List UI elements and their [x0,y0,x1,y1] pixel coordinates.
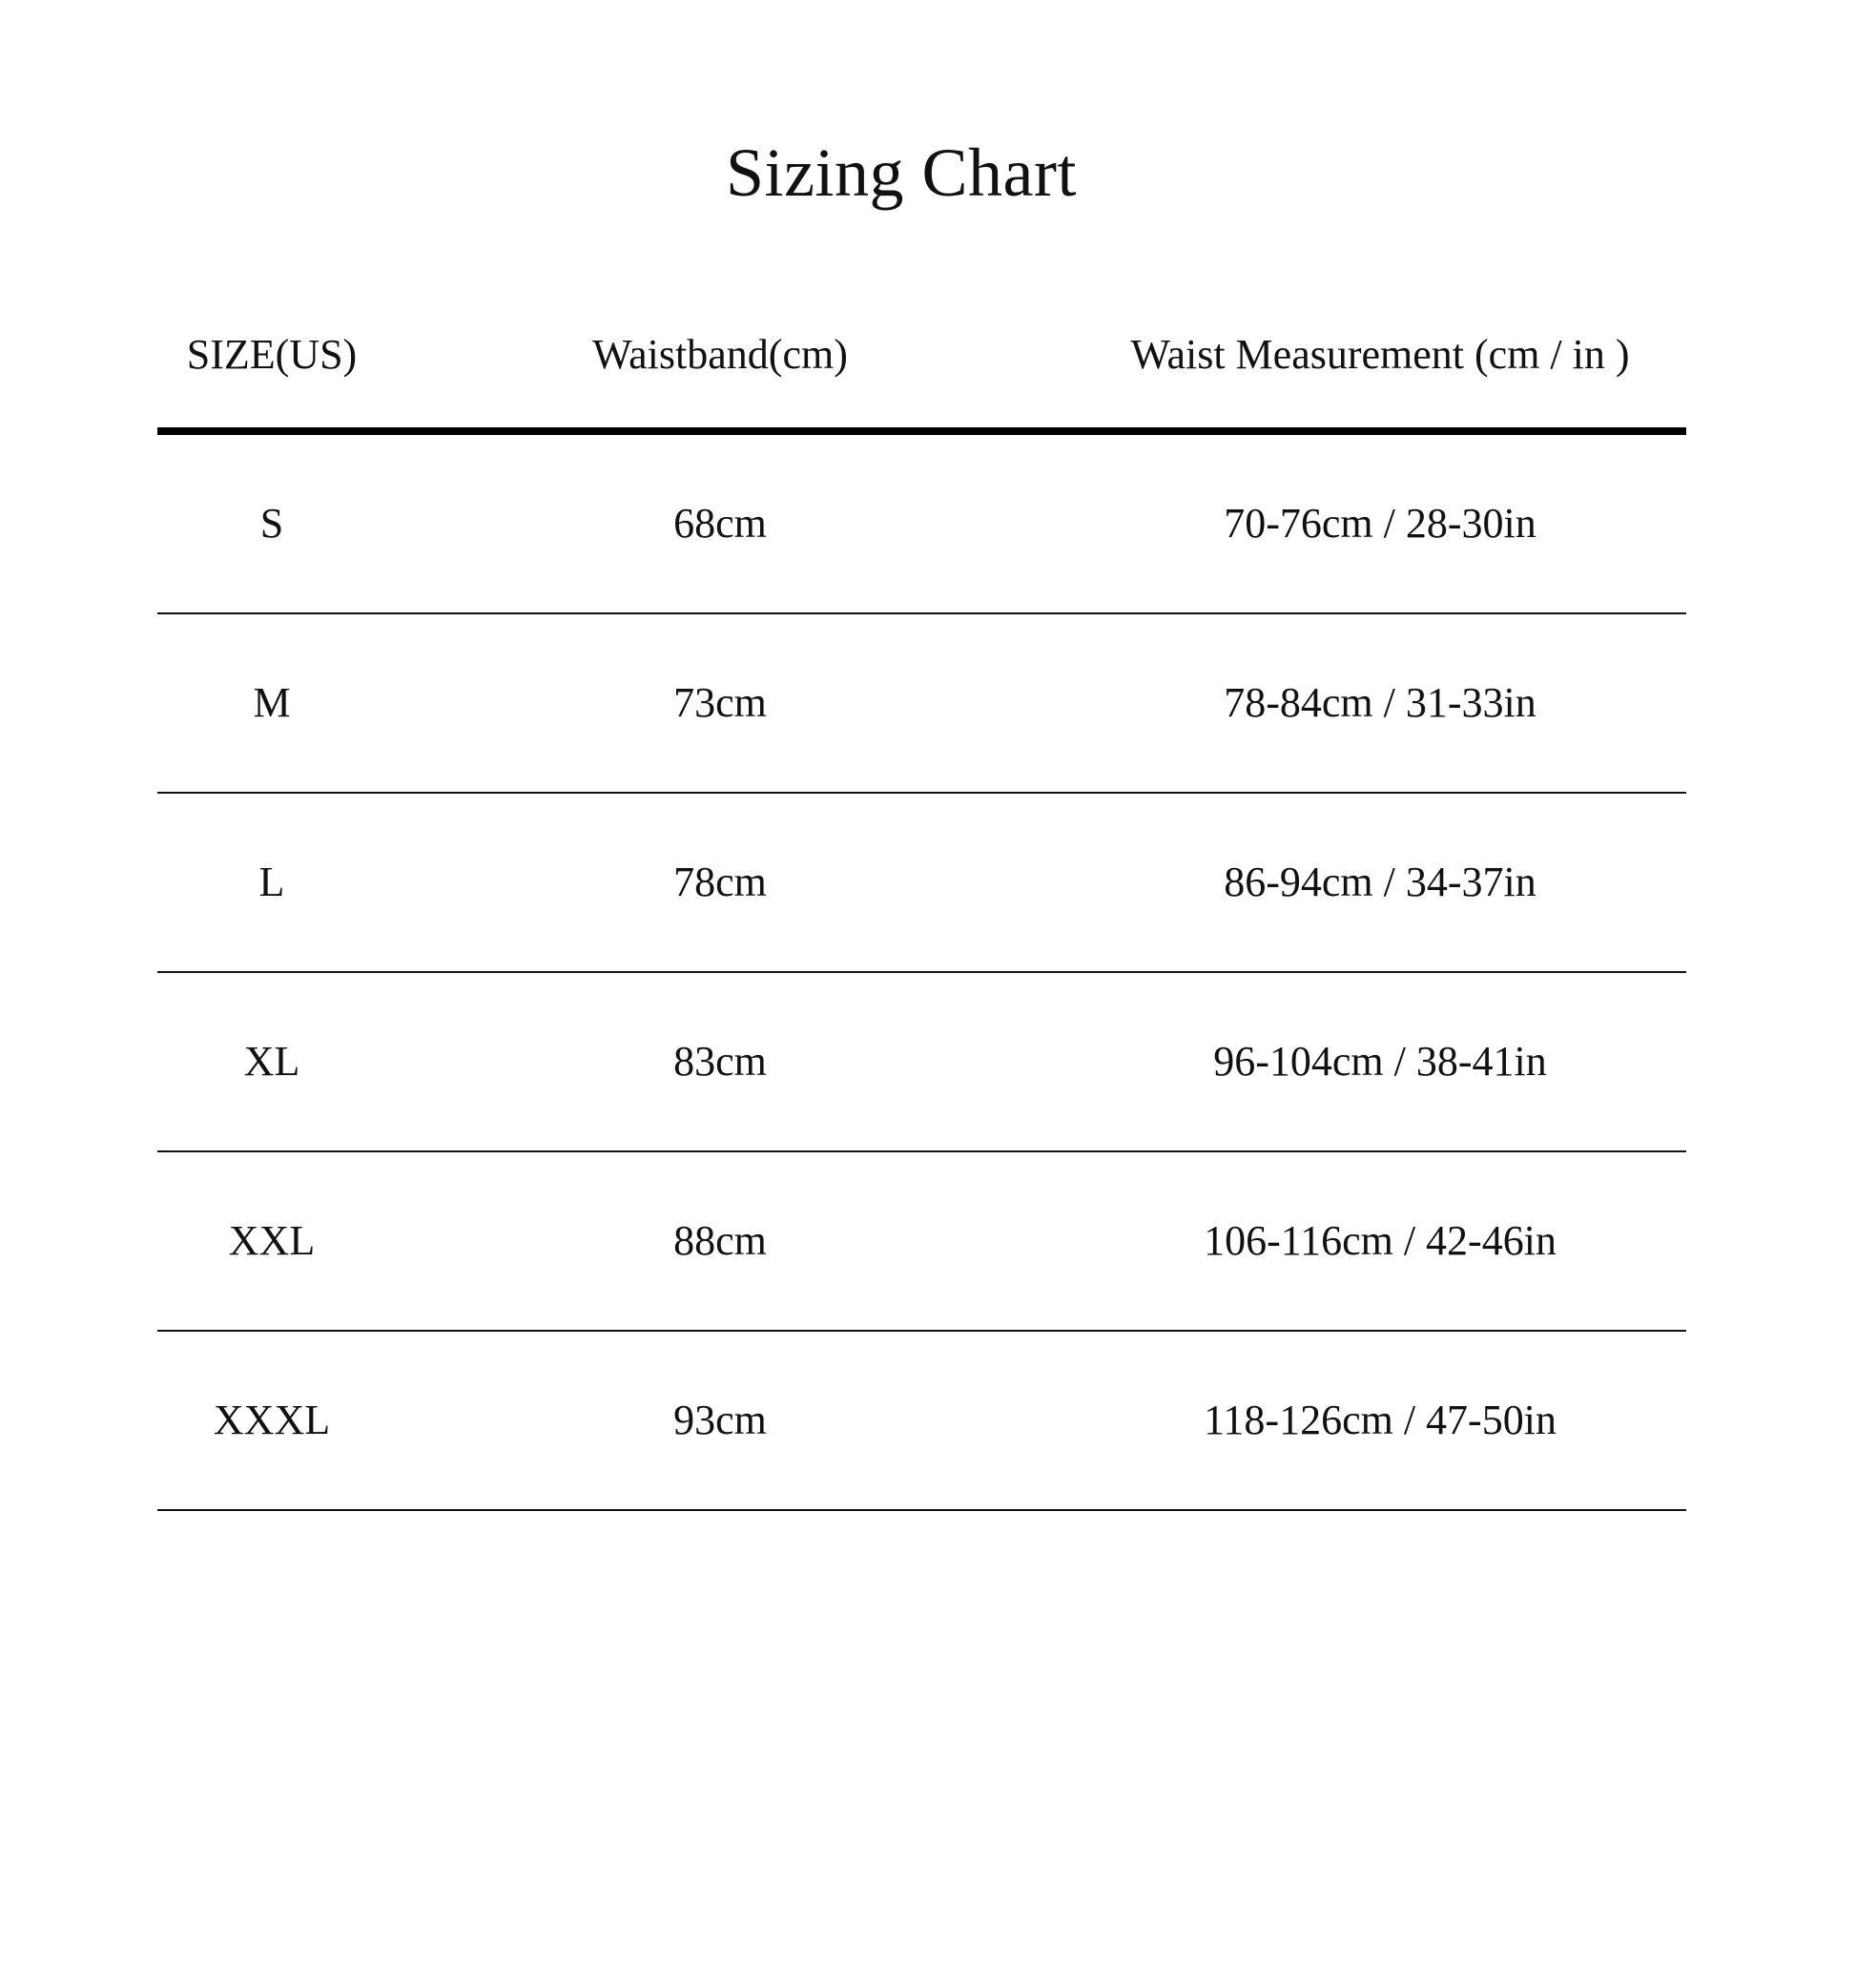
page-title: Sizing Chart [726,135,1077,211]
waistband-cell: 93cm [673,1397,767,1443]
waist-measurement-cell: 86-94cm / 34-37in [1224,859,1536,905]
size-cell: XL [243,1038,300,1085]
column-header-waistband: Waistband(cm) [592,331,848,378]
waist-measurement-cell: 96-104cm / 38-41in [1213,1038,1547,1085]
waistband-cell: 73cm [673,679,767,726]
waistband-cell: 78cm [673,859,767,905]
size-cell: L [258,859,285,905]
table-row [157,973,1686,1152]
table-header [157,286,1686,435]
size-cell: M [253,679,291,726]
sizing-table [157,286,1686,1511]
waist-measurement-cell: 70-76cm / 28-30in [1224,500,1536,547]
waistband-cell: 88cm [673,1217,767,1264]
column-header-size: SIZE(US) [186,331,358,378]
table-row [157,794,1686,973]
size-cell: XXXL [213,1397,331,1443]
table-row [157,435,1686,614]
waistband-cell: 68cm [673,500,767,547]
table-row [157,1152,1686,1332]
waist-measurement-cell: 118-126cm / 47-50in [1204,1397,1557,1443]
waist-measurement-cell: 106-116cm / 42-46in [1204,1217,1557,1264]
size-cell: S [259,500,284,547]
table-row [157,1332,1686,1511]
waist-measurement-cell: 78-84cm / 31-33in [1224,679,1536,726]
waistband-cell: 83cm [673,1038,767,1085]
column-header-waist-measurement: Waist Measurement (cm / in ) [1130,331,1630,378]
table-row [157,614,1686,794]
size-cell: XXL [228,1217,316,1264]
